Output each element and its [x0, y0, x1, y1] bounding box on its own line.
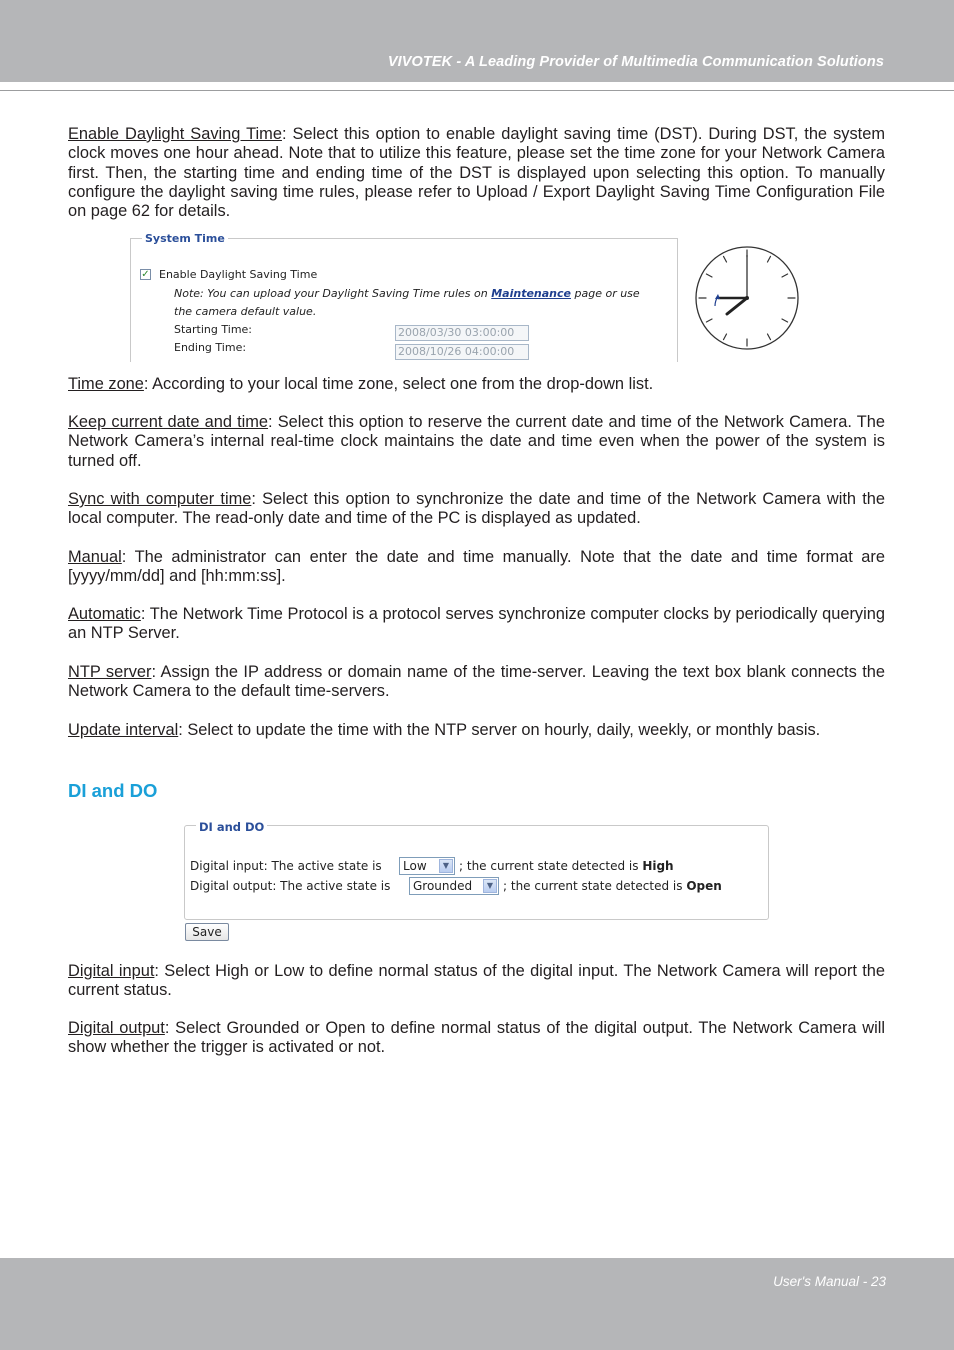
chevron-down-icon: ▼	[483, 879, 497, 893]
dst-note	[174, 287, 640, 300]
digital-output-select[interactable]	[409, 877, 499, 895]
starting-time-field[interactable]: 2008/03/30 03:00:00	[395, 325, 529, 341]
digital-output-select-value: Grounded	[413, 879, 473, 893]
term-dst: Enable Daylight Saving Time	[68, 125, 282, 143]
digital-output-state-value: Open	[686, 879, 722, 893]
maintenance-link[interactable]: Maintenance	[491, 287, 571, 300]
paragraph-update-interval	[68, 721, 885, 740]
text-sync: : Select this option to synchronize the date and time of the Network Camera with the local computer. The read-only date and time of the PC is displayed as updated.	[68, 490, 885, 528]
text-manual: : The administrator can enter the date and time manually. Note that the date and time format are [yyyy/mm/dd] and [hh:mm:ss].	[68, 548, 885, 586]
digital-input-select[interactable]	[399, 857, 455, 875]
paragraph-manual	[68, 548, 885, 587]
dido-legend: DI and DO	[196, 820, 267, 834]
term-update-interval: Update interval	[68, 721, 179, 739]
system-time-legend: System Time	[142, 232, 228, 245]
paragraph-sync	[68, 490, 885, 529]
dst-checkbox-label: Enable Daylight Saving Time	[159, 268, 318, 281]
dst-note-prefix: Note: You can upload your Daylight Saving Time rules on	[174, 287, 492, 300]
text-digital-output: : Select Grounded or Open to define normal status of the digital output. The Network Camera will show whether the trigger is activated or not.	[68, 1019, 885, 1057]
text-update-interval: : Select to update the time with the NTP server on hourly, daily, weekly, or monthly basis.	[178, 721, 821, 739]
dst-checkbox[interactable]: ✓	[141, 269, 150, 280]
paragraph-digital-input	[68, 962, 885, 1001]
ending-time-label: Ending Time:	[174, 341, 247, 354]
save-button[interactable]: Save	[185, 923, 229, 941]
digital-input-label: Digital input: The active state is	[190, 859, 382, 873]
section-heading-di-do: DI and DO	[68, 780, 158, 801]
clock-icon	[694, 246, 800, 352]
ending-time-field[interactable]: 2008/10/26 04:00:00	[395, 344, 529, 360]
digital-output-state	[503, 879, 722, 893]
term-sync: Sync with computer time	[68, 490, 252, 508]
text-dst: : Select this option to enable daylight saving time (DST). During DST, the system clock moves one hour ahead. Note that to utilize this feature, please set the time zone for your Network Camera first. Then, the starting time and ending time of the DST is displayed upon selecting this option. To manually configure the daylight saving time rules, please refer to Upload / Export Daylight Saving Time Configuration File on page 62 for details.	[68, 125, 885, 221]
page-footer: User's Manual - 23	[773, 1274, 886, 1289]
text-time-zone: : According to your local time zone, select one from the drop-down list.	[143, 375, 654, 393]
text-ntp-server: : Assign the IP address or domain name of the time-server. Leaving the text box blank connects the Network Camera to the default time-servers.	[68, 663, 886, 701]
term-digital-output: Digital output	[68, 1019, 165, 1037]
digital-input-state	[459, 859, 674, 873]
text-automatic: : The Network Time Protocol is a protocol serves synchronize computer clocks by periodically querying an NTP Server.	[68, 605, 885, 643]
text-keep-current: : Select this option to reserve the current date and time of the Network Camera. The Network Camera’s internal real-time clock maintains the date and time even when the power of the system is turned off.	[68, 413, 885, 470]
paragraph-dst	[68, 125, 885, 221]
digital-input-state-value: High	[642, 859, 674, 873]
chevron-down-icon: ▼	[439, 859, 453, 873]
paragraph-ntp-server	[68, 663, 885, 702]
paragraph-automatic	[68, 605, 885, 644]
term-digital-input: Digital input	[68, 962, 155, 980]
paragraph-digital-output	[68, 1019, 885, 1058]
footer-band	[0, 1258, 954, 1350]
digital-input-state-prefix: ; the current state detected is	[459, 859, 639, 873]
dst-note-suffix: page or use	[571, 287, 640, 300]
text-digital-input: : Select High or Low to define normal status of the digital input. The Network Camera will report the current status.	[68, 962, 885, 1000]
digital-output-label: Digital output: The active state is	[190, 879, 391, 893]
dst-note-line2: the camera default value.	[174, 305, 317, 318]
paragraph-time-zone	[68, 375, 885, 394]
term-manual: Manual	[68, 548, 122, 566]
header-divider	[0, 90, 954, 91]
paragraph-keep-current	[68, 413, 885, 471]
header-title: VIVOTEK - A Leading Provider of Multimedia Communication Solutions	[387, 54, 884, 70]
term-ntp-server: NTP server	[68, 663, 152, 681]
term-automatic: Automatic	[68, 605, 141, 623]
digital-input-select-value: Low	[403, 859, 427, 873]
digital-output-state-prefix: ; the current state detected is	[503, 879, 683, 893]
term-keep-current: Keep current date and time	[68, 413, 269, 431]
starting-time-label: Starting Time:	[174, 323, 253, 336]
term-time-zone: Time zone	[68, 375, 144, 393]
